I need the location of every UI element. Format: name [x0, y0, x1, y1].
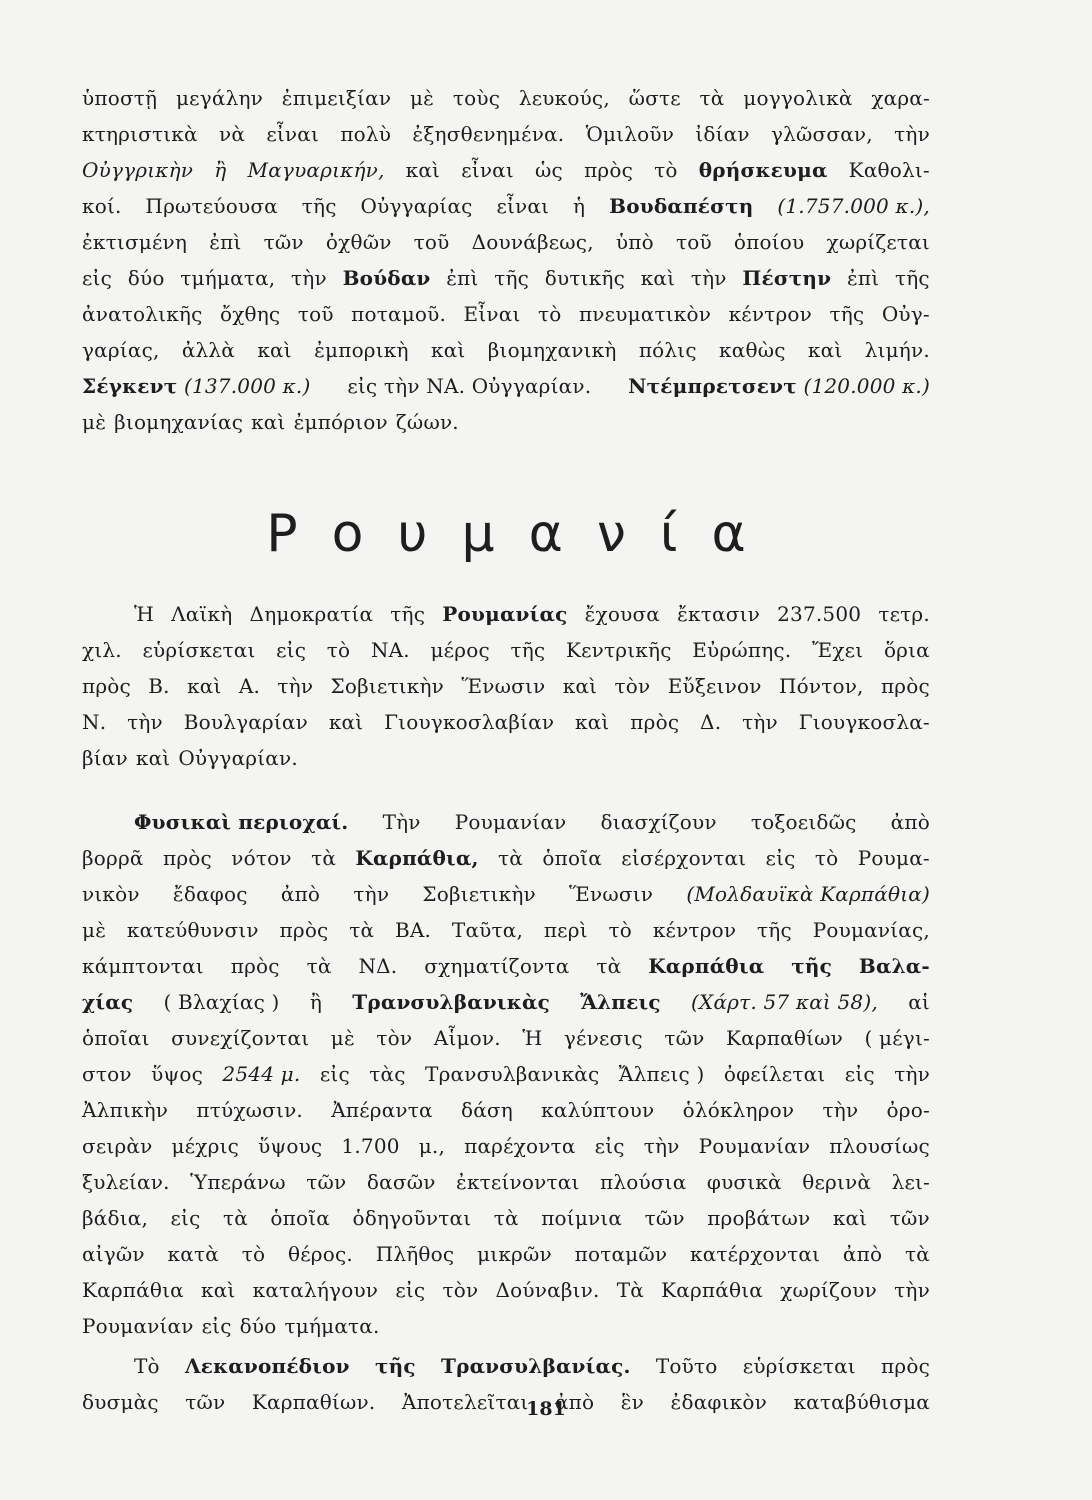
- text-line: Φυσικαὶ περιοχαί. Τὴν Ρουμανίαν διασχίζουν τοξοειδῶς ἀπὸ: [134, 810, 930, 834]
- text-line: γαρίας, ἀλλὰ καὶ ἐμπορικὴ καὶ βιομηχανικὴ πόλις καθὼς καὶ λιμήν.: [82, 338, 930, 362]
- text-line: χιλ. εὑρίσκεται εἰς τὸ ΝΑ. μέρος τῆς Κεντρικῆς Εὐρώπης. Ἔχει ὅρια: [82, 638, 930, 662]
- page-body: [82, 80, 930, 1420]
- text-line: πρὸς Β. καὶ Α. τὴν Σοβιετικὴν Ἕνωσιν καὶ τὸν Εὔξεινον Πόντον, πρὸς: [82, 674, 930, 698]
- page-number: 181: [526, 1398, 566, 1420]
- text-line: εἰς δύο τμήματα, τὴν Βούδαν ἐπὶ τῆς δυτικῆς καὶ τὴν Πέστην ἐπὶ τῆς: [82, 266, 930, 290]
- text-line: Καρπάθια καὶ καταλήγουν εἰς τὸν Δούναβιν. Τὰ Καρπάθια χωρίζουν τὴν: [82, 1278, 930, 1302]
- text-line: ξυλείαν. Ὑπεράνω τῶν δασῶν ἐκτείνονται πλούσια φυσικὰ θερινὰ λει-: [82, 1170, 930, 1194]
- paragraph-hungary: [82, 80, 930, 440]
- text-line: βίαν καὶ Οὐγγαρίαν.: [82, 746, 298, 770]
- paragraph-romania: [82, 596, 930, 776]
- text-line: μὲ κατεύθυνσιν πρὸς τὰ ΒΑ. Ταῦτα, περὶ τὸ κέντρον τῆς Ρουμανίας,: [82, 918, 930, 942]
- text-line: ὁποῖαι συνεχίζονται μὲ τὸν Αἷμον. Ἡ γένεσις τῶν Καρπαθίων ( μέγι-: [82, 1026, 930, 1050]
- text-line: βάδια, εἰς τὰ ὁποῖα ὁδηγοῦνται τὰ ποίμνια τῶν προβάτων καὶ τῶν: [82, 1206, 930, 1230]
- text-line: νικὸν ἔδαφος ἀπὸ τὴν Σοβιετικὴν Ἕνωσιν (Μολδαυϊκὰ Καρπάθια): [82, 882, 930, 906]
- text-line: αἰγῶν κατὰ τὸ θέρος. Πλῆθος μικρῶν ποταμῶν κατέρχονται ἀπὸ τὰ: [82, 1242, 930, 1266]
- text-line: Ρουμανίαν εἰς δύο τμήματα.: [82, 1314, 380, 1338]
- text-line: μὲ βιομηχανίας καὶ ἐμπόριον ζώων.: [82, 410, 459, 434]
- text-line: Ν. τὴν Βουλγαρίαν καὶ Γιουγκοσλαβίαν καὶ πρὸς Δ. τὴν Γιουγκοσλα-: [82, 710, 930, 734]
- text-line: Τὸ Λεκανοπέδιον τῆς Τρανσυλβανίας. Τοῦτο εὑρίσκεται πρὸς: [134, 1354, 930, 1378]
- text-line: κτηριστικὰ νὰ εἶναι πολὺ ἐξησθενημένα. Ὁμιλοῦν ἰδίαν γλῶσσαν, τὴν: [82, 122, 930, 146]
- section-title: Ρουμανία: [266, 504, 780, 564]
- text-line: Ἀλπικὴν πτύχωσιν. Ἀπέραντα δάση καλύπτουν ὁλόκληρον τὴν ὀρο-: [82, 1098, 930, 1122]
- text-line: στον ὕψος 2544 μ. εἰς τὰς Τρανσυλβανικὰς Ἄλπεις ) ὀφείλεται εἰς τὴν: [82, 1062, 930, 1086]
- text-line: δυσμὰς τῶν Καρπαθίων. Ἀποτελεῖται ἀπὸ ἓν ἐδαφικὸν καταβύθισμα: [82, 1390, 930, 1414]
- text-line: Σέγκεντ (137.000 κ.) εἰς τὴν ΝΑ. Οὐγγαρίαν. Ντέμπρετσεντ (120.000 κ.): [82, 374, 930, 398]
- text-line: Οὐγγρικὴν ἢ Μαγυαρικήν, καὶ εἶναι ὡς πρὸς τὸ θρήσκευμα Καθολι-: [82, 158, 930, 182]
- text-line: ὑποστῇ μεγάλην ἐπιμειξίαν μὲ τοὺς λευκούς, ὥστε τὰ μογγολικὰ χαρα-: [82, 80, 930, 116]
- text-line: κοί. Πρωτεύουσα τῆς Οὐγγαρίας εἶναι ἡ Βουδαπέστη (1.757.000 κ.),: [82, 194, 930, 218]
- word: ὑποστῇ: [82, 86, 158, 110]
- text-line: Ἡ Λαϊκὴ Δημοκρατία τῆς Ρουμανίας ἔχουσα ἔκτασιν 237.500 τετρ.: [134, 602, 930, 626]
- text-line: χίας ( Βλαχίας ) ἢ Τρανσυλβανικὰς Ἄλπεις (Χάρτ. 57 καὶ 58), αἱ: [82, 990, 930, 1014]
- paragraph-physical: [82, 804, 930, 1344]
- text-line: ἐκτισμένη ἐπὶ τῶν ὀχθῶν τοῦ Δουνάβεως, ὑπὸ τοῦ ὁποίου χωρίζεται: [82, 230, 930, 254]
- text-line: σειρὰν μέχρις ὕψους 1.700 μ., παρέχοντα εἰς τὴν Ρουμανίαν πλουσίως: [82, 1134, 930, 1158]
- text-line: βορρᾶ πρὸς νότον τὰ Καρπάθια, τὰ ὁποῖα εἰσέρχονται εἰς τὸ Ρουμα-: [82, 846, 930, 870]
- text-line: ἀνατολικῆς ὄχθης τοῦ ποταμοῦ. Εἶναι τὸ πνευματικὸν κέντρον τῆς Οὐγ-: [82, 302, 930, 326]
- text-line: κάμπτονται πρὸς τὰ ΝΔ. σχηματίζοντα τὰ Καρπάθια τῆς Βαλα-: [82, 954, 930, 978]
